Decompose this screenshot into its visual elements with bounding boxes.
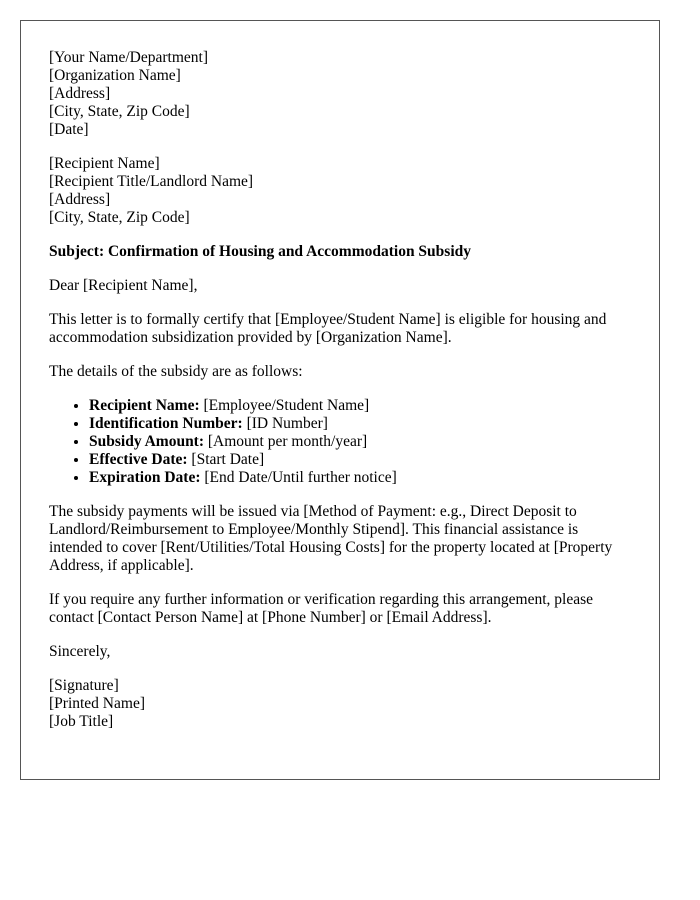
detail-label-expiration-date: Expiration Date: — [89, 469, 201, 486]
sender-organization: [Organization Name] — [49, 67, 181, 84]
detail-value-identification-number: [ID Number] — [242, 415, 328, 432]
detail-label-effective-date: Effective Date: — [89, 451, 188, 468]
closing: Sincerely, — [49, 643, 111, 660]
sender-address: [Address] — [49, 85, 111, 102]
recipient-name: [Recipient Name] — [49, 155, 160, 172]
recipient-title: [Recipient Title/Landlord Name] — [49, 173, 254, 190]
list-item — [89, 433, 631, 451]
list-item — [89, 451, 631, 469]
signature: [Signature] — [49, 677, 119, 694]
sender-city-state-zip: [City, State, Zip Code] — [49, 103, 190, 120]
letter-date: [Date] — [49, 121, 89, 138]
sender-block — [49, 49, 631, 139]
subject-line: Subject: Confirmation of Housing and Accommodation Subsidy — [49, 243, 472, 260]
salutation: Dear [Recipient Name], — [49, 277, 198, 294]
recipient-block — [49, 155, 631, 227]
printed-name: [Printed Name] — [49, 695, 145, 712]
payment-paragraph: The subsidy payments will be issued via [Method of Payment: e.g., Direct Deposit to Landlord/Reimbursement to Employee/Monthly Stipend]. This financial assistance is intended to cover [Rent/Utilities/Total Housing Costs] for the property located at [Property Address, if applicable]. — [49, 503, 613, 574]
intro-paragraph: This letter is to formally certify that [Employee/Student Name] is eligible for housing and accommodation subsidization provided by [Organization Name]. — [49, 311, 607, 346]
details-lead-paragraph: The details of the subsidy are as follows: — [49, 363, 303, 380]
detail-value-effective-date: [Start Date] — [187, 451, 265, 468]
sender-name: [Your Name/Department] — [49, 49, 208, 66]
signature-block — [49, 677, 631, 731]
list-item — [89, 415, 631, 433]
recipient-address: [Address] — [49, 191, 111, 208]
job-title: [Job Title] — [49, 713, 114, 730]
recipient-city-state-zip: [City, State, Zip Code] — [49, 209, 190, 226]
letter-page — [20, 20, 660, 780]
subsidy-details-list — [49, 397, 631, 487]
list-item — [89, 397, 631, 415]
contact-paragraph: If you require any further information or verification regarding this arrangement, please contact [Contact Person Name] at [Phone Number] or [Email Address]. — [49, 591, 594, 626]
detail-label-identification-number: Identification Number: — [89, 415, 243, 432]
detail-label-subsidy-amount: Subsidy Amount: — [89, 433, 205, 450]
detail-label-recipient-name: Recipient Name: — [89, 397, 200, 414]
detail-value-subsidy-amount: [Amount per month/year] — [204, 433, 368, 450]
detail-value-expiration-date: [End Date/Until further notice] — [200, 469, 397, 486]
detail-value-recipient-name: [Employee/Student Name] — [199, 397, 370, 414]
list-item — [89, 469, 631, 487]
